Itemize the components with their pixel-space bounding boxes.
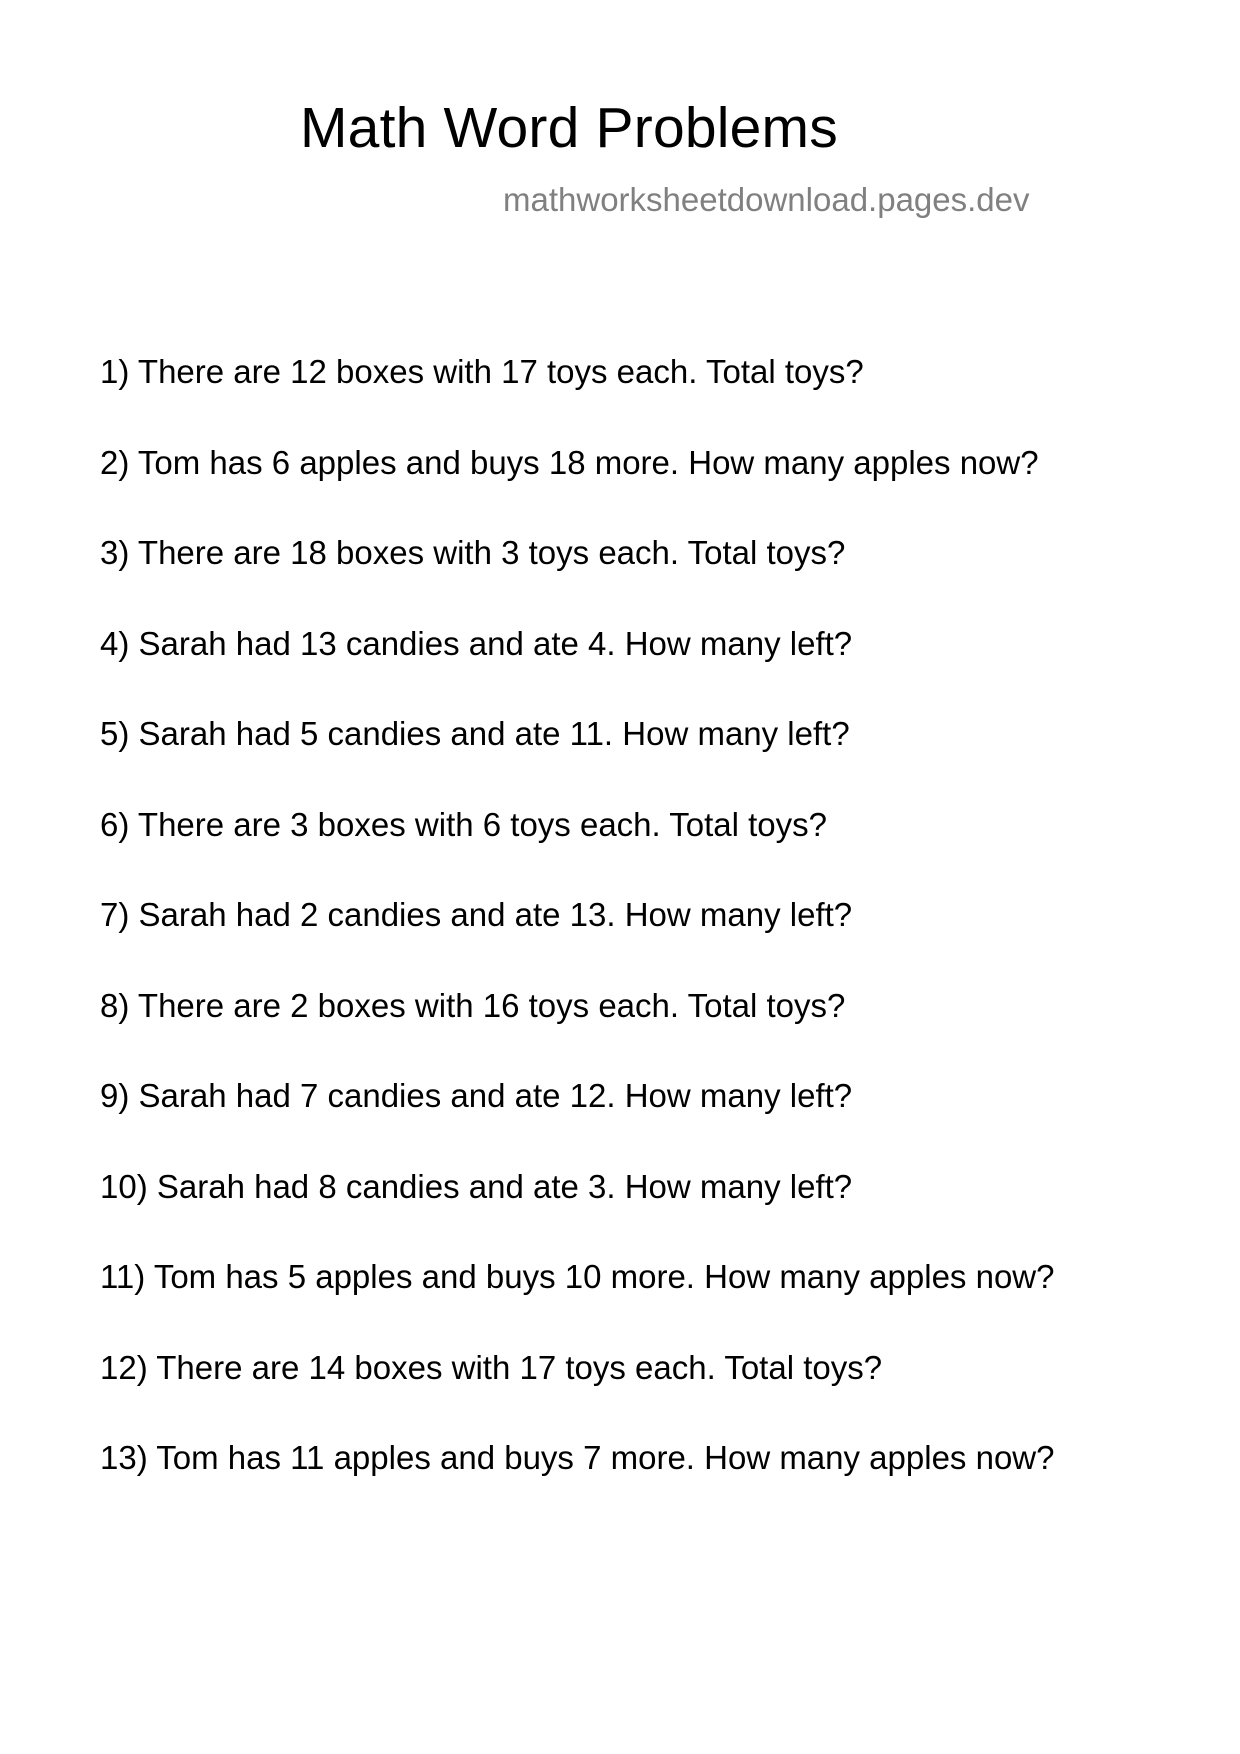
problem-list (100, 352, 1180, 1529)
problem-item: 8) There are 2 boxes with 16 toys each. Total toys? (100, 986, 846, 1024)
problem-item: 4) Sarah had 13 candies and ate 4. How many left? (100, 624, 853, 662)
problem-item: 9) Sarah had 7 candies and ate 12. How many left? (100, 1077, 853, 1114)
problem-item: 2) Tom has 6 apples and buys 18 more. How many apples now? (100, 443, 1039, 481)
problem-item: 5) Sarah had 5 candies and ate 11. How many left? (100, 715, 850, 752)
problem-item: 6) There are 3 boxes with 6 toys each. Total toys? (100, 805, 828, 843)
problem-item: 3) There are 18 boxes with 3 toys each. Total toys? (100, 534, 846, 571)
problem-item: 11) Tom has 5 apples and buys 10 more. How many apples now? (100, 1258, 1055, 1295)
problem-item: 13) Tom has 11 apples and buys 7 more. How many apples now? (100, 1439, 1055, 1476)
problem-item: 10) Sarah had 8 candies and ate 3. How many left? (100, 1167, 853, 1205)
source-url: mathworksheetdownload.pages.dev (503, 181, 1030, 218)
problem-item: 1) There are 12 boxes with 17 toys each. Total toys? (100, 353, 864, 390)
problem-item: 7) Sarah had 2 candies and ate 13. How many left? (100, 896, 853, 933)
problem-item: 12) There are 14 boxes with 17 toys each. Total toys? (100, 1348, 883, 1386)
page-title: Math Word Problems (300, 96, 838, 160)
